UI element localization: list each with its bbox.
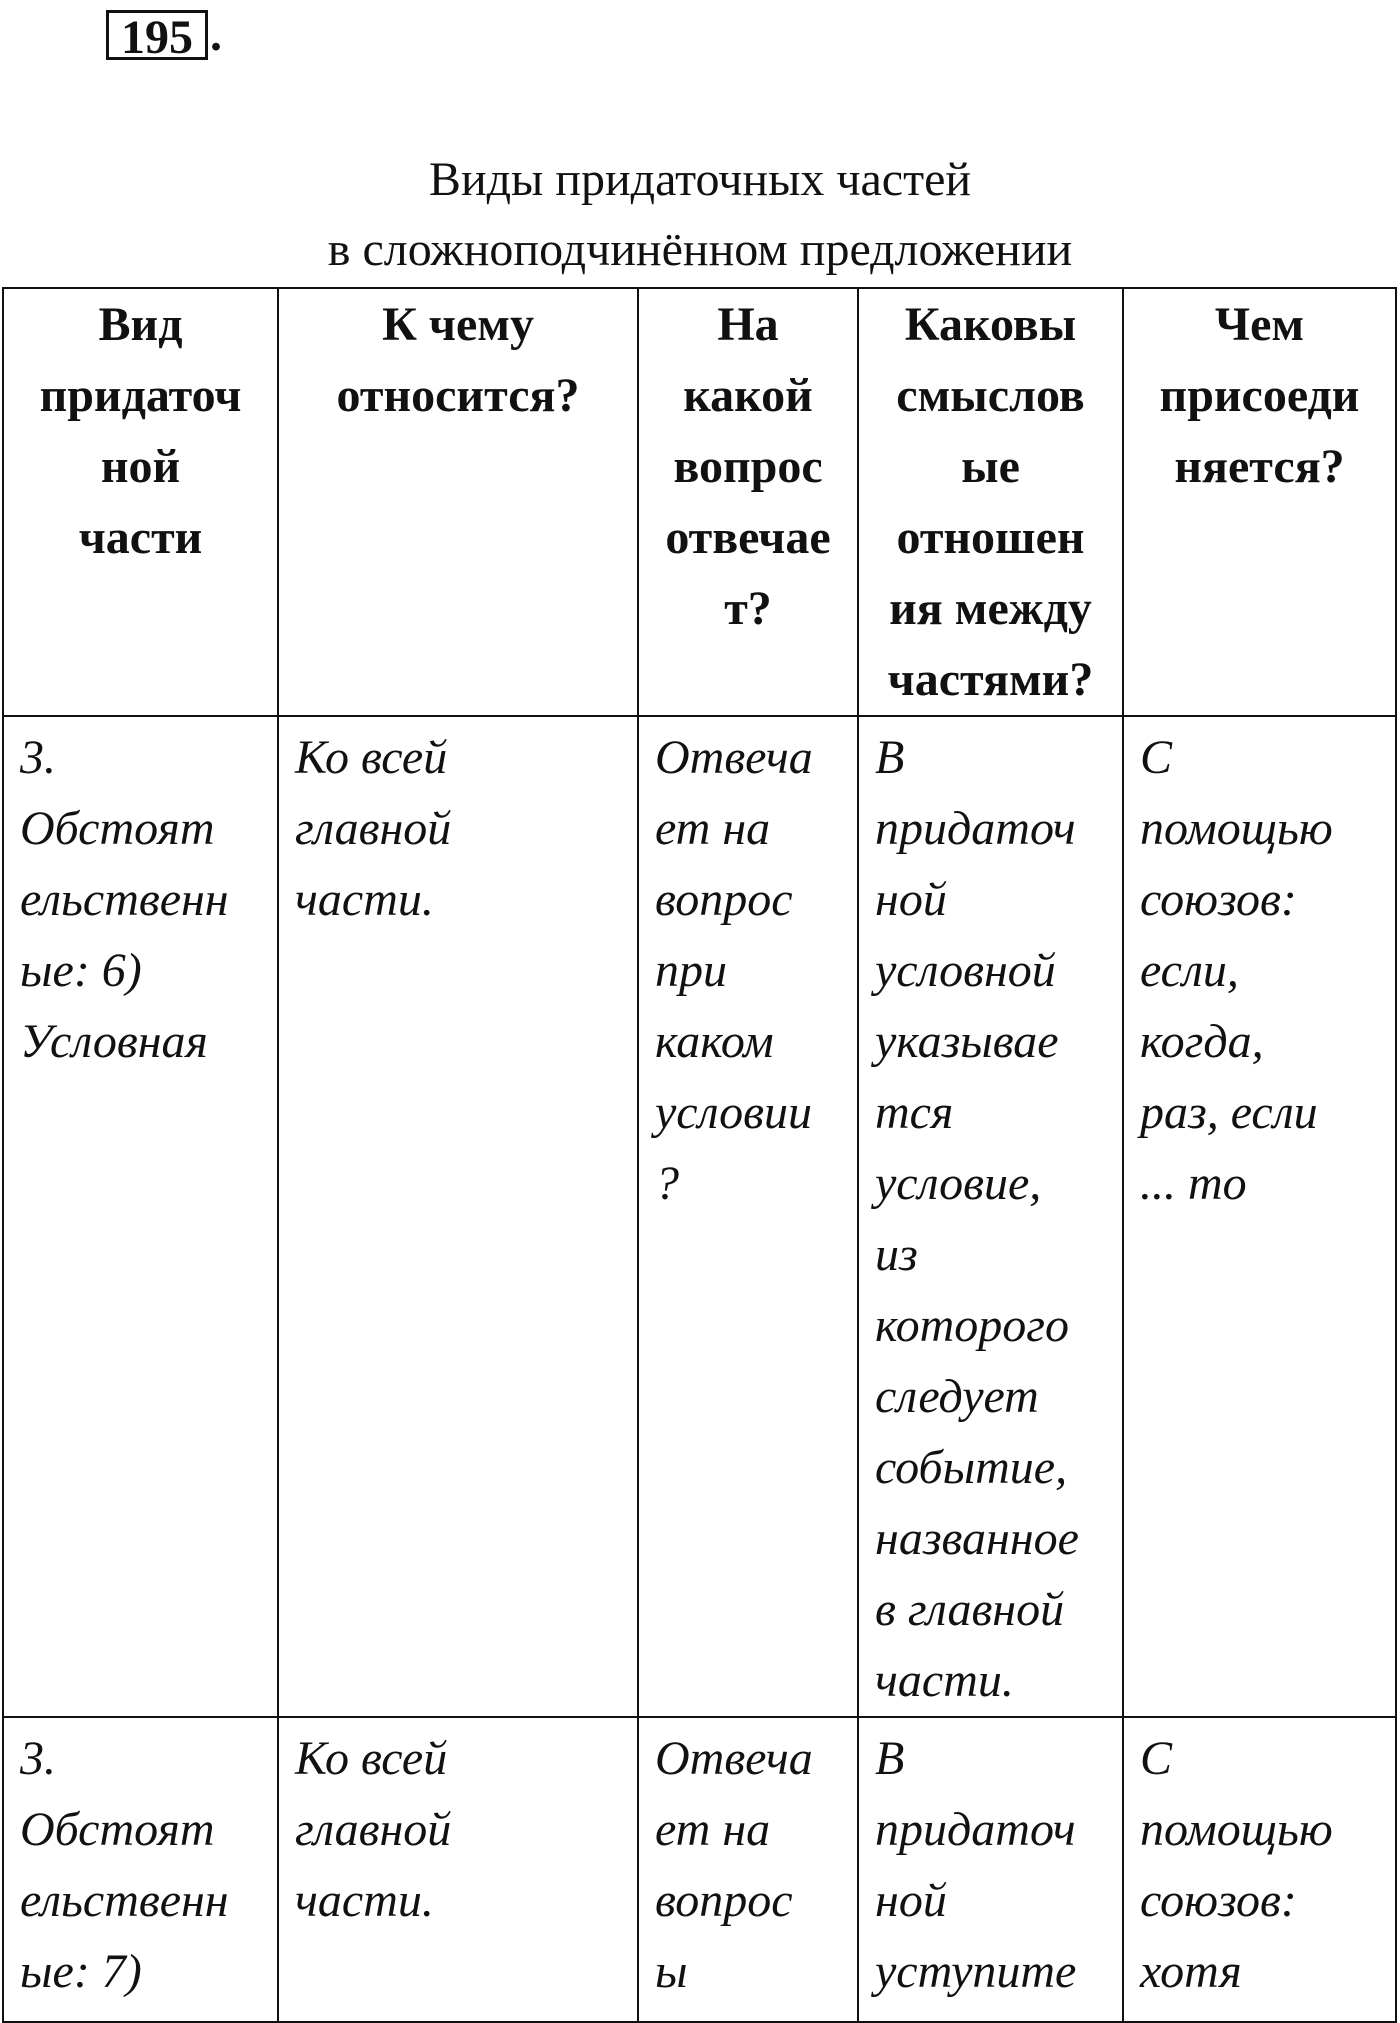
cell-text-line: ... то	[1140, 1157, 1247, 1210]
cell-text-line: хотя	[1140, 1945, 1242, 1998]
table-cell	[858, 1717, 1123, 2022]
cell-text-line: Чем	[1214, 298, 1305, 351]
cell-text-line: Ко всей	[295, 731, 448, 784]
cell-text-line: части.	[295, 1874, 434, 1927]
cell-text-line: отношен	[896, 511, 1085, 564]
table-cell	[3, 1717, 278, 2022]
cell-text-line: союзов:	[1140, 873, 1297, 926]
cell-text-line: т?	[724, 582, 772, 635]
header-cell	[278, 288, 638, 716]
cell-text-line: тся	[875, 1086, 954, 1139]
header-cell	[1123, 288, 1396, 716]
cell-text-line: части.	[295, 873, 434, 926]
cell-text-line: уступите	[875, 1945, 1077, 1998]
cell-text-line: ной	[100, 440, 181, 493]
table-cell	[1123, 1717, 1396, 2022]
cell-text-line: помощью	[1140, 1803, 1333, 1856]
cell-text-line: в главной	[875, 1583, 1065, 1636]
cell-text-line: вопрос	[655, 873, 793, 926]
header-cell	[858, 288, 1123, 716]
cell-text-line: присоеди	[1159, 369, 1360, 422]
cell-text-line: 3.	[20, 1732, 56, 1785]
cell-text-line: каком	[655, 1015, 774, 1068]
cell-text-line: вопрос	[673, 440, 823, 493]
cell-text-line: части.	[875, 1654, 1014, 1707]
task-number-box: 195	[106, 10, 208, 60]
cell-text-line: придаточ	[875, 802, 1076, 855]
cell-text-line: помощью	[1140, 802, 1333, 855]
cell-text-line: ной	[875, 1874, 947, 1927]
cell-text-line: няется?	[1174, 440, 1345, 493]
cell-text-line: Условная	[20, 1015, 208, 1068]
table-title-line-2: в сложноподчинённом предложении	[327, 223, 1073, 276]
cell-text-line: Обстоят	[20, 802, 215, 855]
cell-text-line: указывае	[875, 1015, 1059, 1068]
header-cell	[3, 288, 278, 716]
cell-text-line: когда,	[1140, 1015, 1264, 1068]
cell-text-line: С	[1140, 1732, 1173, 1785]
table-header-row	[3, 288, 1396, 716]
cell-text-line: смыслов	[896, 369, 1085, 422]
cell-text-line: Вид	[98, 298, 183, 351]
cell-text-line: ые	[961, 440, 1020, 493]
cell-text-line: ельственн	[20, 1874, 229, 1927]
cell-text-line: условие,	[875, 1157, 1042, 1210]
cell-text-line: союзов:	[1140, 1874, 1297, 1927]
table-cell	[278, 716, 638, 1717]
cell-text-line: при	[655, 944, 727, 997]
cell-text-line: относится?	[336, 369, 580, 422]
cell-text-line: придаточ	[875, 1803, 1076, 1856]
table-title-line-1: Виды придаточных частей	[428, 153, 972, 206]
table-row	[3, 1717, 1396, 2022]
cell-text-line: отвечае	[665, 511, 831, 564]
cell-text-line: придаточ	[39, 369, 242, 422]
cell-text-line: ы	[655, 1945, 688, 1998]
cell-text-line: части	[78, 511, 203, 564]
cell-text-line: Ко всей	[295, 1732, 448, 1785]
task-number-dot: .	[210, 8, 222, 61]
cell-text-line: ые: 6)	[20, 944, 142, 997]
header-cell	[638, 288, 858, 716]
cell-text-line: В	[875, 1732, 905, 1785]
table-cell	[278, 1717, 638, 2022]
cell-text-line: частями?	[887, 653, 1094, 706]
cell-text-line: условной	[875, 944, 1056, 997]
cell-text-line: ет на	[655, 802, 771, 855]
cell-text-line: если,	[1140, 944, 1239, 997]
cell-text-line: раз, если	[1140, 1086, 1318, 1139]
task-number	[106, 8, 222, 64]
cell-text-line: ной	[875, 873, 947, 926]
cell-text-line: событие,	[875, 1441, 1068, 1494]
table-cell	[3, 716, 278, 1717]
table-row	[3, 716, 1396, 1717]
table-cell	[638, 1717, 858, 2022]
cell-text-line: которого	[875, 1299, 1070, 1352]
cell-text-line: ельственн	[20, 873, 229, 926]
cell-text-line: ия между	[889, 582, 1092, 635]
cell-text-line: С	[1140, 731, 1173, 784]
cell-text-line: Отвеча	[655, 731, 813, 784]
cell-text-line: В	[875, 731, 905, 784]
cell-text-line: вопрос	[655, 1874, 793, 1927]
table-cell	[858, 716, 1123, 1717]
cell-text-line: какой	[683, 369, 813, 422]
cell-text-line: Отвеча	[655, 1732, 813, 1785]
cell-text-line: из	[875, 1228, 918, 1281]
cell-text-line: ?	[655, 1157, 679, 1210]
cell-text-line: главной	[295, 1803, 452, 1856]
cell-text-line: На	[717, 298, 779, 351]
cell-text-line: названное	[875, 1512, 1079, 1565]
table-cell	[1123, 716, 1396, 1717]
cell-text-line: К чему	[382, 298, 534, 351]
clauses-table	[2, 287, 1397, 2023]
cell-text-line: 3.	[20, 731, 56, 784]
cell-text-line: ые: 7)	[20, 1945, 142, 1998]
cell-text-line: главной	[295, 802, 452, 855]
cell-text-line: следует	[875, 1370, 1039, 1423]
cell-text-line: условии	[655, 1086, 812, 1139]
table-cell	[638, 716, 858, 1717]
cell-text-line: Обстоят	[20, 1803, 215, 1856]
cell-text-line: Каковы	[904, 298, 1077, 351]
cell-text-line: ет на	[655, 1803, 771, 1856]
